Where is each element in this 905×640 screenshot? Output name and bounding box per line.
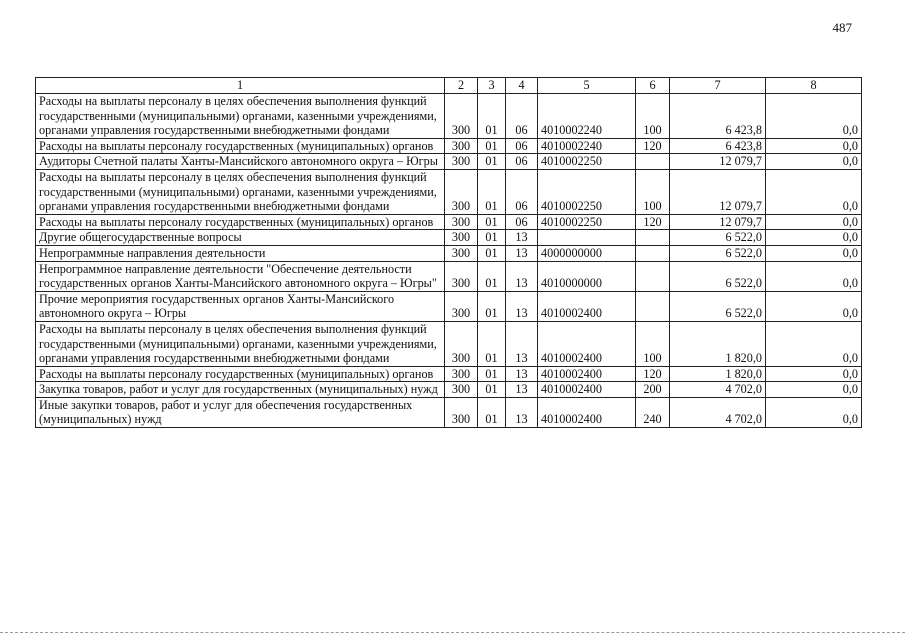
expense-type-cell: 120 [636, 366, 670, 382]
table-row [36, 214, 862, 230]
expense-type-cell [636, 261, 670, 291]
admin-code-cell: 300 [445, 291, 478, 321]
amount-cell: 12 079,7 [670, 154, 766, 170]
subsection-cell: 13 [506, 382, 538, 398]
header-cell: 7 [670, 78, 766, 94]
amount-2-cell: 0,0 [766, 382, 862, 398]
header-cell: 5 [538, 78, 636, 94]
target-article-cell: 4010002240 [538, 138, 636, 154]
subsection-cell: 13 [506, 397, 538, 427]
subsection-cell: 06 [506, 138, 538, 154]
admin-code-cell: 300 [445, 397, 478, 427]
target-article-cell: 4010002400 [538, 397, 636, 427]
target-article-cell: 4010002400 [538, 382, 636, 398]
table-row [36, 94, 862, 139]
item-name-cell: Прочие мероприятия государственных органов Ханты-Мансийского автономного округа – Югры [36, 291, 445, 321]
amount-2-cell: 0,0 [766, 138, 862, 154]
amount-2-cell: 0,0 [766, 214, 862, 230]
amount-cell: 4 702,0 [670, 397, 766, 427]
expense-type-cell: 240 [636, 397, 670, 427]
section-cell: 01 [478, 261, 506, 291]
admin-code-cell: 300 [445, 366, 478, 382]
section-cell: 01 [478, 169, 506, 214]
admin-code-cell: 300 [445, 214, 478, 230]
section-cell: 01 [478, 366, 506, 382]
table-row [36, 321, 862, 366]
admin-code-cell: 300 [445, 261, 478, 291]
amount-2-cell: 0,0 [766, 245, 862, 261]
admin-code-cell: 300 [445, 138, 478, 154]
admin-code-cell: 300 [445, 382, 478, 398]
section-cell: 01 [478, 214, 506, 230]
amount-cell: 6 522,0 [670, 291, 766, 321]
amount-2-cell: 0,0 [766, 261, 862, 291]
admin-code-cell: 300 [445, 230, 478, 246]
subsection-cell: 06 [506, 94, 538, 139]
amount-cell: 4 702,0 [670, 382, 766, 398]
header-row [36, 78, 862, 94]
section-cell: 01 [478, 245, 506, 261]
amount-cell: 6 522,0 [670, 261, 766, 291]
amount-2-cell: 0,0 [766, 321, 862, 366]
section-cell: 01 [478, 94, 506, 139]
amount-2-cell: 0,0 [766, 94, 862, 139]
header-cell: 4 [506, 78, 538, 94]
amount-2-cell: 0,0 [766, 154, 862, 170]
section-cell: 01 [478, 397, 506, 427]
header-cell: 8 [766, 78, 862, 94]
expense-type-cell [636, 245, 670, 261]
table-row [36, 154, 862, 170]
table-row [36, 230, 862, 246]
section-cell: 01 [478, 291, 506, 321]
amount-2-cell: 0,0 [766, 366, 862, 382]
amount-cell: 6 423,8 [670, 138, 766, 154]
target-article-cell [538, 230, 636, 246]
target-article-cell: 4010002240 [538, 94, 636, 139]
subsection-cell: 13 [506, 366, 538, 382]
amount-2-cell: 0,0 [766, 291, 862, 321]
item-name-cell: Аудиторы Счетной палаты Ханты-Мансийского автономного округа – Югры [36, 154, 445, 170]
subsection-cell: 13 [506, 261, 538, 291]
table-body [36, 94, 862, 428]
target-article-cell: 4010000000 [538, 261, 636, 291]
expense-type-cell: 100 [636, 321, 670, 366]
subsection-cell: 13 [506, 230, 538, 246]
expense-type-cell: 100 [636, 94, 670, 139]
amount-cell: 6 522,0 [670, 245, 766, 261]
target-article-cell: 4010002400 [538, 291, 636, 321]
item-name-cell: Расходы на выплаты персоналу в целях обеспечения выполнения функций государственными (муниципальными) органами, казенными учреждениями, органами управления государственными внебюджетными фондами [36, 321, 445, 366]
table-row [36, 382, 862, 398]
subsection-cell: 13 [506, 321, 538, 366]
item-name-cell: Расходы на выплаты персоналу государственных (муниципальных) органов [36, 138, 445, 154]
expense-type-cell: 100 [636, 169, 670, 214]
amount-cell: 1 820,0 [670, 366, 766, 382]
table-row [36, 261, 862, 291]
item-name-cell: Расходы на выплаты персоналу в целях обеспечения выполнения функций государственными (муниципальными) органами, казенными учреждениями, органами управления государственными внебюджетными фондами [36, 94, 445, 139]
admin-code-cell: 300 [445, 94, 478, 139]
page-number: 487 [832, 20, 852, 35]
target-article-cell: 4000000000 [538, 245, 636, 261]
subsection-cell: 06 [506, 154, 538, 170]
header-cell: 6 [636, 78, 670, 94]
admin-code-cell: 300 [445, 169, 478, 214]
admin-code-cell: 300 [445, 321, 478, 366]
amount-cell: 12 079,7 [670, 169, 766, 214]
scan-edge-line [0, 632, 905, 633]
item-name-cell: Непрограммные направления деятельности [36, 245, 445, 261]
expense-type-cell: 120 [636, 138, 670, 154]
section-cell: 01 [478, 154, 506, 170]
section-cell: 01 [478, 382, 506, 398]
expense-type-cell: 120 [636, 214, 670, 230]
admin-code-cell: 300 [445, 154, 478, 170]
target-article-cell: 4010002250 [538, 214, 636, 230]
header-cell: 1 [36, 78, 445, 94]
header-cell: 2 [445, 78, 478, 94]
target-article-cell: 4010002400 [538, 366, 636, 382]
target-article-cell: 4010002400 [538, 321, 636, 366]
item-name-cell: Иные закупки товаров, работ и услуг для обеспечения государственных (муниципальных) нужд [36, 397, 445, 427]
expense-type-cell [636, 291, 670, 321]
expense-type-cell [636, 154, 670, 170]
section-cell: 01 [478, 230, 506, 246]
expense-type-cell: 200 [636, 382, 670, 398]
subsection-cell: 13 [506, 291, 538, 321]
item-name-cell: Другие общегосударственные вопросы [36, 230, 445, 246]
amount-cell: 6 522,0 [670, 230, 766, 246]
section-cell: 01 [478, 138, 506, 154]
table-row [36, 366, 862, 382]
amount-cell: 6 423,8 [670, 94, 766, 139]
table-row [36, 138, 862, 154]
amount-cell: 1 820,0 [670, 321, 766, 366]
amount-2-cell: 0,0 [766, 169, 862, 214]
table-row [36, 397, 862, 427]
target-article-cell: 4010002250 [538, 154, 636, 170]
budget-table [35, 77, 862, 428]
item-name-cell: Закупка товаров, работ и услуг для государственных (муниципальных) нужд [36, 382, 445, 398]
amount-cell: 12 079,7 [670, 214, 766, 230]
table-row [36, 245, 862, 261]
table-row [36, 169, 862, 214]
subsection-cell: 13 [506, 245, 538, 261]
subsection-cell: 06 [506, 214, 538, 230]
header-cell: 3 [478, 78, 506, 94]
admin-code-cell: 300 [445, 245, 478, 261]
subsection-cell: 06 [506, 169, 538, 214]
target-article-cell: 4010002250 [538, 169, 636, 214]
item-name-cell: Расходы на выплаты персоналу в целях обеспечения выполнения функций государственными (муниципальными) органами, казенными учреждениями, органами управления государственными внебюджетными фондами [36, 169, 445, 214]
item-name-cell: Непрограммное направление деятельности "Обеспечение деятельности государственных органов Ханты-Мансийского автономного округа – Югры" [36, 261, 445, 291]
item-name-cell: Расходы на выплаты персоналу государственных (муниципальных) органов [36, 214, 445, 230]
table-row [36, 291, 862, 321]
amount-2-cell: 0,0 [766, 230, 862, 246]
item-name-cell: Расходы на выплаты персоналу государственных (муниципальных) органов [36, 366, 445, 382]
amount-2-cell: 0,0 [766, 397, 862, 427]
section-cell: 01 [478, 321, 506, 366]
expense-type-cell [636, 230, 670, 246]
